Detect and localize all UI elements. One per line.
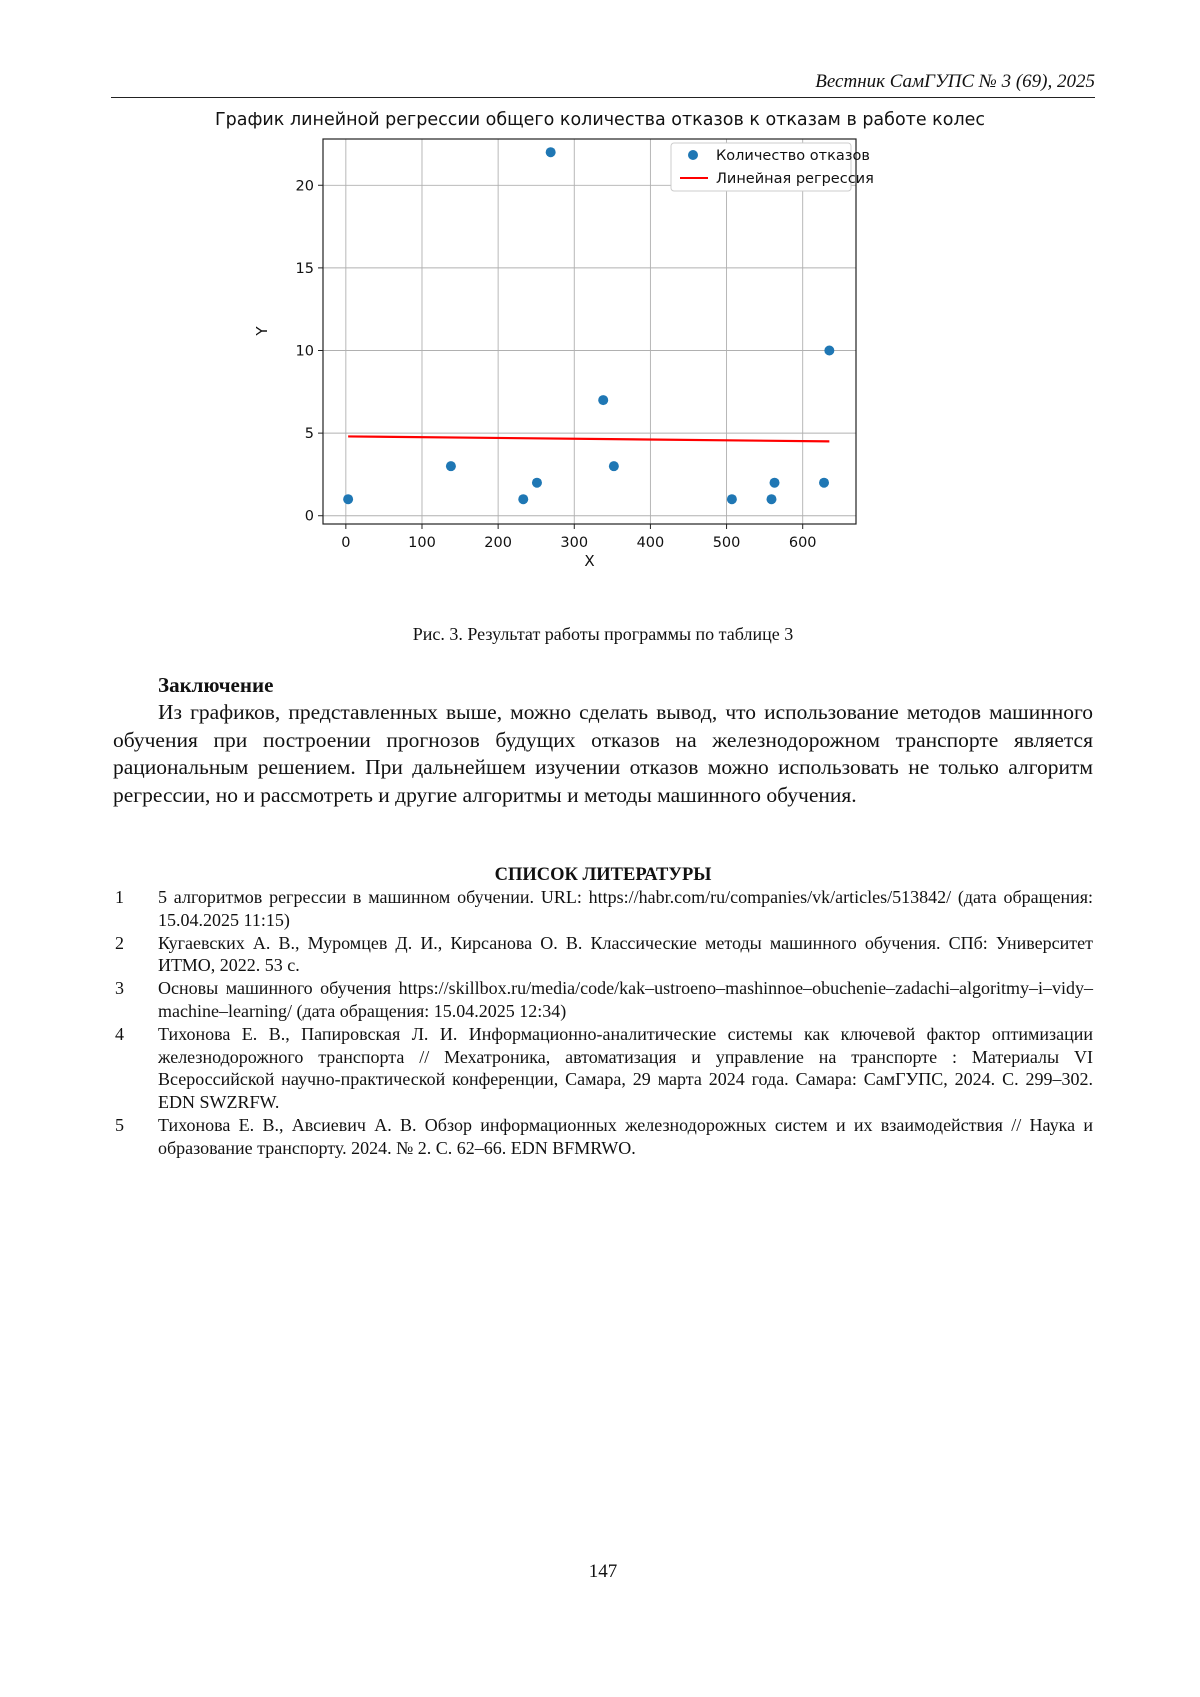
data-point	[532, 478, 542, 488]
reference-text: Тихонова Е. В., Папировская Л. И. Информационно-аналитические системы как ключевой фактор оптимизации железнодорожного транспорта // Мехатроника, автоматизация и управление на транспорте : Материалы VI Всероссийской научно-практической конференции, Самара, 29 марта 2024 года. Самара: СамГУПС, 2024. С. 299–302. EDN SWZRFW.	[158, 1023, 1093, 1113]
regression-chart	[190, 104, 1070, 624]
reference-number: 5	[115, 1114, 124, 1135]
legend-label-line: Линейная регрессия	[716, 171, 874, 187]
data-point	[824, 346, 834, 356]
x-tick-label: 400	[636, 535, 665, 551]
reference-number: 3	[115, 978, 124, 999]
reference-text: Тихонова Е. В., Авсиевич А. В. Обзор информационных железнодорожных систем и их взаимодействия // Наука и образование транспорту. 2024. № 2. С. 62–66. EDN BFMRWO.	[158, 1114, 1093, 1158]
reference-number: 4	[115, 1023, 124, 1044]
regression-figure	[190, 104, 1070, 624]
regression-layer	[348, 436, 829, 441]
chart-legend	[671, 143, 874, 191]
references-list	[113, 886, 1093, 1160]
references-title: СПИСОК ЛИТЕРАТУРЫ	[494, 865, 712, 885]
data-point	[518, 494, 528, 504]
data-point	[598, 395, 608, 405]
plot-frame	[323, 139, 856, 524]
reference-item	[113, 1023, 1093, 1114]
data-point	[343, 494, 353, 504]
reference-text: 5 алгоритмов регрессии в машинном обучении. URL: https://habr.com/ru/companies/vk/articles/513842/ (дата обращения: 15.04.2025 11:15)	[158, 887, 1093, 930]
x-tick-label: 200	[484, 535, 512, 551]
x-tick-label: 600	[788, 535, 817, 551]
x-tick-label: 0	[341, 535, 351, 551]
y-axis-label: Y	[253, 326, 271, 336]
data-point	[766, 494, 776, 504]
y-tick-label: 5	[304, 426, 314, 443]
conclusion-paragraph: Из графиков, представленных выше, можно сделать вывод, что использование методов машинного обучения при построении прогнозов будущих отказов на железнодорожном транспорте является рациональным решением. При дальнейшем изучении отказов можно использовать не только алгоритм регрессии, но и рассмотреть и другие алгоритмы и методы машинного обучения.	[113, 700, 1093, 807]
page-number: 147	[588, 1561, 618, 1582]
data-point	[770, 478, 780, 488]
conclusion-title: Заключение	[158, 673, 274, 697]
grid-layer	[323, 139, 856, 524]
x-tick-label: 500	[712, 535, 741, 551]
legend-marker-points	[688, 150, 698, 160]
figure-caption: Рис. 3. Результат работы программы по таблице 3	[412, 624, 794, 644]
regression-line	[348, 436, 829, 441]
reference-number: 2	[115, 932, 124, 953]
reference-item	[113, 932, 1093, 978]
legend-label-points: Количество отказов	[716, 148, 870, 164]
x-axis-label: X	[584, 552, 595, 570]
data-point	[727, 494, 737, 504]
reference-text: Кугаевских А. В., Муромцев Д. И., Кирсанова О. В. Классические методы машинного обучения. СПб: Университет ИТМО, 2022. 53 с.	[158, 932, 1093, 976]
chart-title: График линейной регрессии общего количества отказов к отказам в работе колес	[214, 110, 986, 130]
reference-number: 1	[115, 887, 124, 907]
ticks-layer	[296, 178, 817, 551]
x-tick-label: 300	[560, 535, 589, 551]
journal-header: Вестник СамГУПС № 3 (69), 2025	[815, 71, 1095, 92]
data-point	[446, 461, 456, 471]
reference-text: Основы машинного обучения https://skillbox.ru/media/code/kak–ustroeno–mashinnoe–obuchenie–zadachi–algoritmy–i–vidy–machine–learning/ (дата обращения: 15.04.2025 12:34)	[158, 978, 1093, 1021]
y-tick-label: 10	[295, 343, 314, 360]
reference-item	[113, 977, 1093, 1023]
reference-item	[113, 886, 1093, 932]
data-point	[546, 147, 556, 157]
y-tick-label: 20	[295, 178, 314, 195]
data-point	[819, 478, 829, 488]
points-layer	[343, 147, 834, 504]
y-tick-label: 15	[295, 260, 314, 277]
reference-item	[113, 1114, 1093, 1160]
data-point	[609, 461, 619, 471]
y-tick-label: 0	[304, 508, 314, 525]
x-tick-label: 100	[408, 535, 436, 551]
header-rule	[111, 97, 1095, 98]
